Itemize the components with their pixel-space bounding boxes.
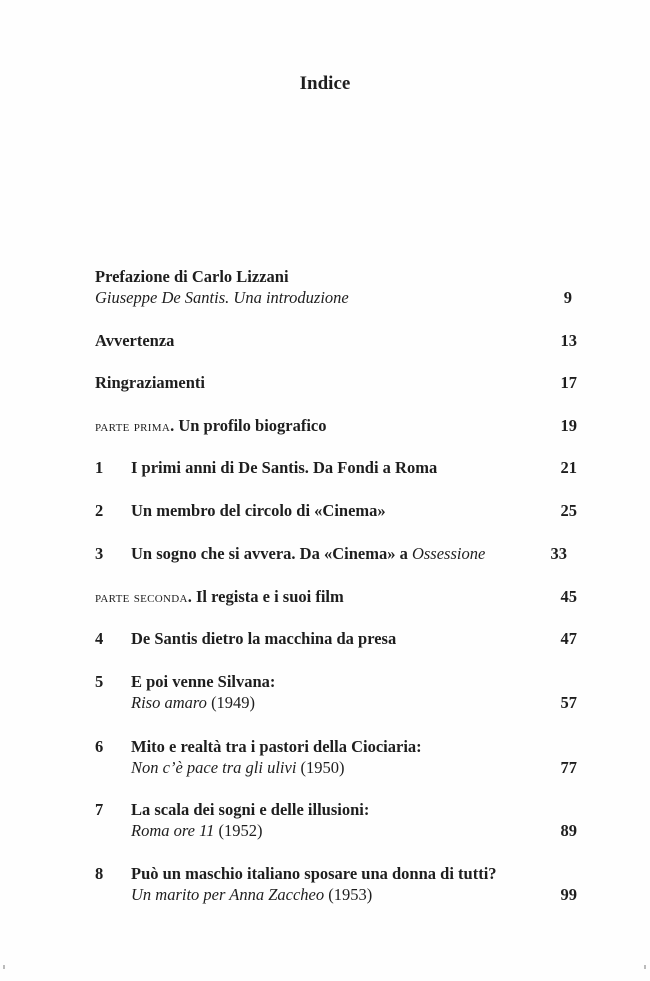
page-number: 47 [560, 629, 577, 648]
chapter-title: Può un maschio italiano sposare una donna di tutti? [131, 864, 497, 883]
chapter-title: De Santis dietro la macchina da presa [131, 629, 397, 648]
chapter-title: I primi anni di De Santis. Da Fondi a Roma [131, 458, 438, 477]
chapter-title-italic: Ossessione [411, 544, 486, 563]
chapter-number: 6 [95, 737, 104, 756]
entry-title: Ringraziamenti [95, 373, 205, 392]
part-title: . Il regista e i suoi film [187, 587, 344, 606]
toc-chapter-6[interactable] [95, 736, 577, 778]
page-number: 33 [550, 544, 567, 563]
film-title: Riso amaro [131, 693, 207, 712]
film-title: Non c’è pace tra gli ulivi [131, 758, 297, 777]
page-number: 57 [560, 693, 577, 712]
chapter-number: 7 [95, 800, 104, 819]
page-number: 9 [563, 288, 572, 307]
film-year: (1949) [206, 693, 256, 712]
crop-mark-left [3, 965, 5, 969]
page-title: Indice [299, 73, 351, 94]
toc-chapter-8[interactable] [95, 863, 577, 905]
chapter-number: 5 [95, 672, 104, 691]
chapter-number: 3 [95, 544, 104, 563]
chapter-title: La scala dei sogni e delle illusioni: [131, 800, 370, 819]
toc-part-seconda[interactable] [95, 586, 577, 607]
page-number: 89 [560, 821, 577, 840]
toc-chapter-5[interactable] [95, 671, 577, 713]
film-title: Roma ore 11 [131, 821, 215, 840]
chapter-number: 1 [95, 458, 104, 477]
chapter-title: E poi venne Silvana: [131, 672, 276, 691]
page-number: 77 [560, 758, 577, 777]
page-number: 21 [560, 458, 577, 477]
entry-subtitle: Giuseppe De Santis. Una introduzione [95, 288, 349, 307]
toc-chapter-3[interactable] [95, 543, 577, 564]
chapter-title: Mito e realtà tra i pastori della Ciociaria: [131, 737, 422, 756]
chapter-title: Un sogno che si avvera. Da «Cinema» a [131, 544, 412, 563]
film-year: (1953) [324, 885, 373, 904]
entry-title: Prefazione di Carlo Lizzani [95, 267, 289, 286]
film-year: (1952) [214, 821, 263, 840]
toc-entry-prefazione[interactable] [95, 266, 577, 308]
page-number: 99 [560, 885, 577, 904]
chapter-title: Un membro del circolo di «Cinema» [131, 501, 386, 520]
toc-chapter-1[interactable] [95, 457, 577, 478]
part-title: . Un profilo biografico [170, 416, 327, 435]
page-number: 25 [560, 501, 577, 520]
film-title: Un marito per Anna Zaccheo [131, 885, 325, 904]
page-number: 19 [560, 416, 577, 435]
toc-chapter-7[interactable] [95, 799, 577, 841]
page-number: 45 [560, 587, 577, 606]
page-number: 17 [560, 373, 577, 392]
entry-title: Avvertenza [95, 331, 175, 350]
chapter-number: 2 [95, 501, 104, 520]
toc-chapter-2[interactable] [95, 500, 577, 521]
crop-mark-right [644, 965, 646, 969]
film-year: (1950) [296, 758, 345, 777]
chapter-number: 4 [95, 629, 104, 648]
toc-part-prima[interactable] [95, 415, 577, 436]
toc-entry-avvertenza[interactable] [95, 330, 577, 351]
part-label: parte seconda [95, 590, 188, 606]
toc-entry-ringraziamenti[interactable] [95, 372, 577, 393]
page-number: 13 [560, 331, 577, 350]
toc-chapter-4[interactable] [95, 628, 577, 649]
chapter-number: 8 [95, 864, 104, 883]
part-label: parte prima [95, 419, 171, 435]
